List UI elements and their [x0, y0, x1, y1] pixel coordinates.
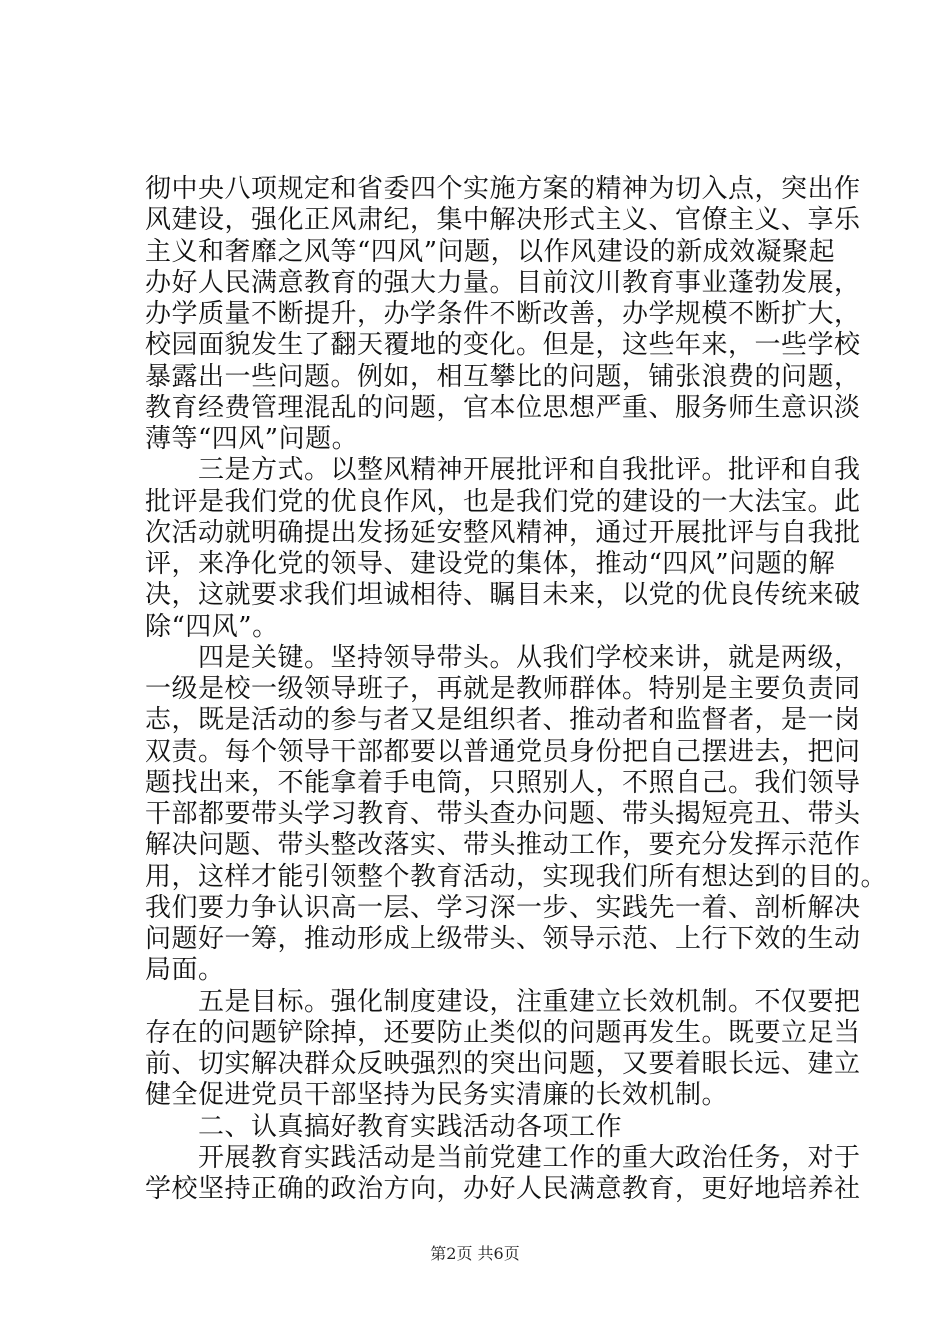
text-line: 三是方式。以整风精神开展批评和自我批评。批评和自我	[198, 455, 861, 486]
text-line: 双责。每个领导干部都要以普通党员身份把自己摆进去，把问	[145, 736, 861, 767]
text-line: 主义和奢靡之风等“四风”问题，以作风建设的新成效凝聚起	[145, 236, 836, 267]
page-footer: 第2页 共6页	[430, 1244, 520, 1263]
text-line: 风建设，强化正风肃纪，集中解决形式主义、官僚主义、享乐	[145, 205, 861, 236]
text-line: 题找出来，不能拿着手电筒，只照别人，不照自己。我们领导	[145, 767, 861, 798]
text-line: 问题好一筹，推动形成上级带头、领导示范、上行下效的生动	[145, 924, 861, 954]
text-line: 办学质量不断提升，办学条件不断改善，办学规模不断扩大，	[145, 299, 861, 329]
text-line: 四是关键。坚持领导带头。从我们学校来讲，就是两级，	[198, 642, 861, 673]
text-line: 二、认真搞好教育实践活动各项工作	[198, 1111, 623, 1142]
text-line: 评，来净化党的领导、建设党的集体，推动“四风”问题的解	[145, 549, 836, 579]
text-line: 解决问题、带头整改落实、带头推动工作，要充分发挥示范作	[145, 830, 861, 861]
text-line: 用，这样才能引领整个教育活动，实现我们所有想达到的目的。	[145, 861, 888, 892]
text-line: 校园面貌发生了翻天覆地的变化。但是，这些年来，一些学校	[145, 330, 861, 361]
text-line: 决，这就要求我们坦诚相待、瞩目未来，以党的优良传统来破	[145, 580, 861, 611]
text-line: 彻中央八项规定和省委四个实施方案的精神为切入点，突出作	[145, 174, 861, 204]
text-line: 五是目标。强化制度建设，注重建立长效机制。不仅要把	[198, 986, 861, 1017]
text-line: 一级是校一级领导班子，再就是教师群体。特别是主要负责同	[145, 674, 861, 704]
text-line: 暴露出一些问题。例如，相互攀比的问题，铺张浪费的问题，	[145, 361, 861, 392]
text-line: 志，既是活动的参与者又是组织者、推动者和监督者，是一岗	[145, 705, 861, 736]
text-line: 开展教育实践活动是当前党建工作的重大政治任务，对于	[198, 1142, 861, 1173]
text-line: 批评是我们党的优良作风，也是我们党的建设的一大法宝。此	[145, 486, 861, 517]
text-line: 除“四风”。	[145, 611, 279, 642]
document-body	[145, 174, 888, 1205]
text-line: 薄等“四风”问题。	[145, 424, 359, 454]
text-line: 办好人民满意教育的强大力量。目前汶川教育事业蓬勃发展，	[145, 267, 861, 298]
text-line: 局面。	[145, 955, 225, 986]
text-line: 存在的问题铲除掉，还要防止类似的问题再发生。既要立足当	[145, 1017, 861, 1048]
text-line: 学校坚持正确的政治方向，办好人民满意教育，更好地培养社	[145, 1174, 861, 1204]
text-line: 干部都要带头学习教育、带头查办问题、带头揭短亮丑、带头	[145, 799, 861, 829]
text-line: 教育经费管理混乱的问题，官本位思想严重、服务师生意识淡	[145, 392, 861, 423]
text-line: 前、切实解决群众反映强烈的突出问题，又要着眼长远、建立	[145, 1049, 861, 1079]
text-line: 健全促进党员干部坚持为民务实清廉的长效机制。	[145, 1080, 729, 1111]
text-line: 次活动就明确提出发扬延安整风精神，通过开展批评与自我批	[145, 517, 861, 548]
text-line: 我们要力争认识高一层、学习深一步、实践先一着、剖析解决	[145, 892, 861, 923]
